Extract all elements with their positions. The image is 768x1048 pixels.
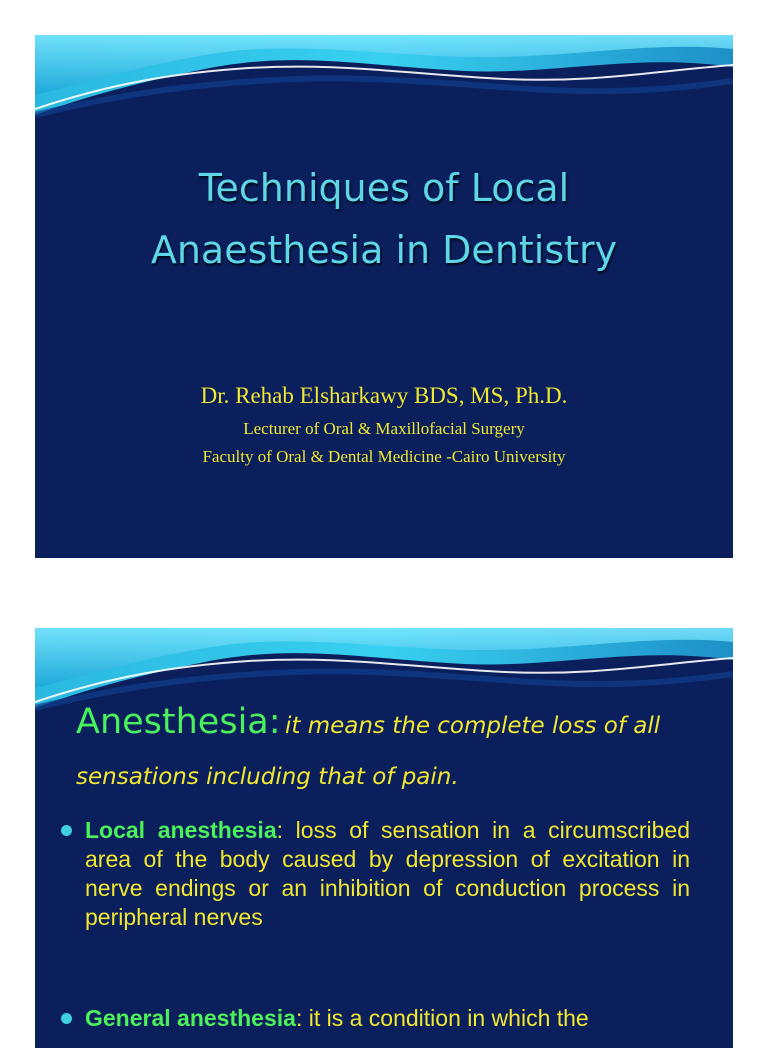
bullet-term: Local anesthesia <box>85 817 277 843</box>
affiliation-institution: Faculty of Oral & Dental Medicine -Cairo University <box>202 447 566 466</box>
page-title <box>35 157 733 281</box>
bullet-dot-icon <box>61 825 72 836</box>
author-name: Dr. Rehab Elsharkawy BDS, MS, Ph.D. <box>200 383 568 408</box>
definition-slide <box>35 628 733 1048</box>
title-line-2: Anaesthesia in Dentistry <box>150 228 618 272</box>
bullet-term: General anesthesia <box>85 1005 296 1031</box>
definition-term: Anesthesia: <box>76 702 281 742</box>
wave-header-decoration <box>35 35 733 125</box>
title-line-1: Techniques of Local <box>198 166 570 210</box>
title-slide <box>35 35 733 558</box>
bullet-dot-icon <box>61 1013 72 1024</box>
definition-text-2: sensations including that of pain. <box>76 764 459 790</box>
definition-text-1: it means the complete loss of all <box>284 713 661 739</box>
affiliation-position: Lecturer of Oral & Maxillofacial Surgery <box>243 419 525 438</box>
bullet-text: : it is a condition in which the <box>295 1005 589 1031</box>
bullet-local-anesthesia <box>85 816 690 932</box>
bullet-text: : loss of sensation in a circumscribed area of the body caused by depression of excitation in nerve endings or an inhibition of conduction process in peripheral nerves <box>85 817 691 930</box>
bullet-general-anesthesia <box>85 1004 690 1033</box>
definition-line-2 <box>76 764 459 790</box>
definition-line-1 <box>76 702 660 742</box>
